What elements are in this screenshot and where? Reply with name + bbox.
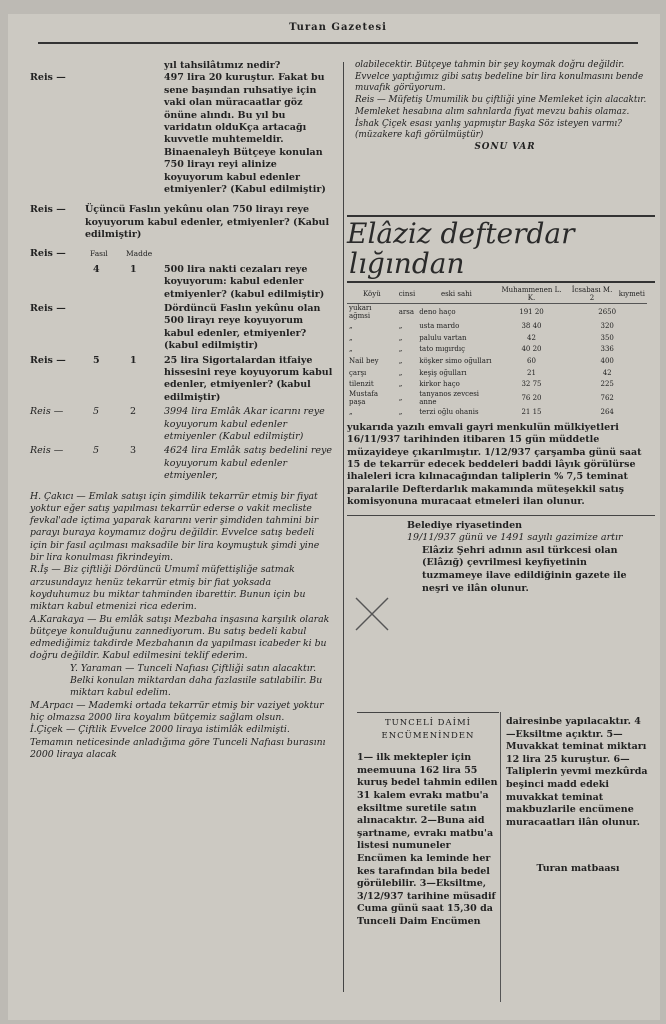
table-cell: 320 [600, 321, 614, 330]
press-name: Turan matbaası [536, 863, 620, 875]
fasil-number: 4 [93, 263, 100, 275]
table-cell: 32 75 [521, 380, 542, 389]
speaker: Reis — [30, 72, 66, 84]
belediye-notice [347, 515, 655, 596]
table-cell: „ [349, 321, 353, 330]
fasil-row [30, 355, 340, 405]
column-header: Muhammenen L. K. [496, 285, 568, 304]
table-cell: 762 [600, 394, 614, 403]
speaker: Reis — [30, 247, 66, 259]
table-cell: yukarı ağmsi [349, 304, 372, 320]
tunceli-title: TUNCELİ DAİMİ ENCÜMENİNDEN [381, 718, 475, 741]
fasil-row [30, 445, 340, 482]
table-cell: 38 40 [521, 321, 542, 330]
fasil-row [30, 264, 340, 301]
minutes-entry [30, 204, 340, 241]
table-row [347, 390, 647, 406]
tunceli-notice-cont [506, 716, 650, 876]
property-table [347, 285, 647, 418]
table-row [347, 320, 647, 332]
table-cell: 42 [602, 368, 612, 377]
speaker: Reis — [30, 354, 66, 366]
table-cell: „ [398, 368, 403, 377]
table-cell: 21 15 [521, 407, 542, 416]
speaker: İ.Çiçek — [30, 724, 76, 736]
discussion-entry [30, 491, 330, 565]
cross-mark-icon [352, 594, 392, 634]
speaker: M.Arpacı — [30, 699, 86, 711]
entry-text: Bu emlâk satışı Mezbaha inşasına karşılık olarak bütçeye konulduğunu zannediyorum. Bu satış bedeli kabul edmediğimiz takdirde Mezbahanın da yapılması icabeder ki bu doğru değildir. Kabul edilmesini teklif ederim. [30, 613, 330, 662]
entry-text: Emlak satışı için şimdilik tekarrür etmiş bir fiyat yoktur eğer satış yapılması tekarrür ederse o vakit mecliste fevkal'ade içtima yaparak kararını verir şimdiden tahmini bir parayı buraya koymamız doğru değildir. Evvelce satış bedeli için bir fasıl açılması maksadile bir lira koymuştuk şimdi yine bir lira konulması fikrindeyim. [30, 490, 320, 564]
madde-label: Madde [126, 248, 153, 258]
table-cell: „ [398, 380, 403, 389]
table-cell: 76 20 [521, 394, 542, 403]
table-row [347, 378, 647, 390]
title-line: Elâziz defterdar [347, 217, 575, 250]
table-cell: 400 [600, 356, 614, 365]
speaker: Reis — [30, 204, 66, 216]
table-cell: 60 [527, 356, 536, 365]
fasil-label: Fasıl [90, 248, 108, 258]
tunceli-text: 1— ilk mektepler için meemuuna 162 lira 55 kuruş bedel tahmin edilen 31 kalem evrakı matbu'a eksiltme suretile satın alınacaktır. 2—Buna aid şartname, evrakı matbu'a listesi numuneler Encümen ka leminde her kes tarafından bila bedel görülebilir. 3—Eksiltme, 3/12/937 tarihine müsadif Cuma günü saat 15,30 da Tunceli Daim Encümen [357, 752, 498, 927]
right-column-top [347, 60, 655, 154]
table-cell: 21 [527, 368, 536, 377]
minutes-entry [30, 72, 340, 196]
table-cell: tanyanos zevcesi anne [419, 390, 480, 407]
fasil-header [30, 248, 340, 262]
table-cell: tilenzit [349, 380, 374, 389]
notice-body: yukarıda yazılı emvali gayri menkulün mülkiyetleri 16/11/937 tarihinden itibaren 15 gün müddetle müzayideye çıkarılmıştır. 1/12/937 çarşamba günü saat 15 de tekarrür edecek beddeleri baddi lâyık görülürse ihaleleri icra kılınacağından taliplerin % 7,5 teminat paralarile Defterdarlık makamında müteşekkil satış komisyonuna muracaat etmeleri ilan olunur. [347, 421, 642, 508]
fasil-number: 5 [93, 354, 100, 366]
table-cell: 350 [600, 333, 614, 342]
table-row [347, 367, 647, 379]
discussion-entry [30, 724, 330, 761]
table-cell: 42 [527, 333, 536, 342]
entry-text: 3994 lira Emlâk Akar icarını reye koyuyorum kabul edenler etmiyenler (Kabul edilmiştir) [164, 406, 325, 442]
table-cell: 2650 [598, 308, 617, 316]
defterdarlik-notice [347, 213, 655, 595]
entry-text: Biz çiftliği Dördüncü Umumî müfettişliğe satmak arzusundayız henüz tekarrür etmiş bir fiat yoksada koyduhumuz bu miktar tahminden ibarettir. Bunun için bu miktarı kabul etmenizi rica ederim. [30, 564, 306, 613]
table-cell: tato mıgırdıç [419, 345, 466, 354]
tunceli-notice [357, 712, 499, 929]
speaker: Reis — [30, 445, 64, 457]
table-cell: çarşı [349, 368, 367, 377]
table-cell: Mustafa paşa [349, 390, 379, 407]
table-cell: 191 20 [519, 308, 544, 316]
divider [347, 281, 655, 283]
table-cell: 40 20 [521, 345, 542, 354]
minutes-entry [30, 60, 340, 72]
table-cell: „ [398, 345, 403, 354]
title-line: lığından [349, 247, 465, 280]
column-header: eski sahi [417, 285, 495, 304]
table-cell: kirkor haço [419, 380, 460, 389]
table-row [347, 343, 647, 355]
table-cell: 225 [600, 380, 614, 389]
entry-text: 500 lira nakti cezaları reye koyuyorum: kabul edenler etmiyenler? (kabul edilmiştir) [164, 263, 325, 300]
speaker: R.İş — [30, 564, 61, 576]
belediye-subtitle: 19/11/937 günü ve 1491 sayılı gazimize artır [407, 532, 623, 544]
table-cell: terzi oğlu ohanis [419, 407, 479, 416]
belediye-text: Elâziz Şehri adının asıl türkcesi olan (Elâzığ) çevrilmesi keyfiyetinin tuzmameye ilave edildiğinin gazete ile neşri ve ilân olunur. [422, 544, 627, 594]
table-cell: „ [398, 321, 403, 330]
entry-text: 25 lira Sigortalardan itfaiye hissesini reye koyuyorum kabul edenler, etmiyenler? (kabul edilmiştir) [164, 354, 333, 403]
table-cell: „ [349, 345, 353, 354]
table-row [347, 332, 647, 344]
fasil-row [30, 406, 340, 443]
left-column [30, 60, 340, 761]
entry-text: Mademki ortada tekarrür etmiş bir vaziyet yoktur hiç olmazsa 2000 lira koyalım bütçemiz sağlam olsun. [30, 699, 324, 723]
column-header: cinsi [397, 285, 418, 304]
table-cell: palulu vartan [419, 333, 467, 342]
column-header: İcsabası M. 2 [567, 285, 616, 304]
table-cell: arsa [398, 308, 414, 316]
madde-number: 1 [130, 354, 137, 366]
discussion-entry [30, 700, 330, 725]
column-header: kıymeti [617, 285, 647, 304]
table-row [347, 406, 647, 418]
table-cell: usta mardo [419, 321, 460, 330]
column-divider [500, 712, 501, 1002]
entry-text: yıl tahsilâtımız nedir? [164, 60, 281, 71]
madde-number: 3 [130, 445, 137, 457]
column-divider [343, 62, 344, 992]
discussion-block [30, 491, 330, 762]
table-cell: „ [398, 394, 403, 403]
discussion-entry [30, 663, 330, 700]
table-cell: deno haço [419, 308, 456, 316]
fasil-number: 5 [93, 406, 100, 418]
table-cell: 264 [600, 407, 614, 416]
belediye-title: Belediye riyasetinden [407, 519, 523, 531]
table-cell: „ [349, 333, 353, 342]
table-cell: keşiş oğulları [419, 368, 467, 377]
to-be-continued: SONU VAR [474, 141, 536, 152]
discussion-entry [30, 564, 330, 613]
madde-number: 2 [130, 406, 137, 418]
discussion-entry [30, 614, 330, 663]
entry-text: Dördüncü Faslın yekûnu olan 500 lirayı reye koyuyorum kabul edenler, etmiyenler? (kabul edilmiştir) [164, 302, 321, 352]
notice-title [347, 219, 655, 279]
newspaper-title: Turan Gazetesi [289, 22, 387, 33]
table-cell: köşker simo oğulları [419, 356, 492, 365]
continued-minutes [347, 60, 655, 154]
fasil-row [30, 303, 340, 353]
table-cell: „ [398, 407, 403, 416]
speaker: H. Çakıcı — [30, 490, 86, 502]
entry-text: Üçüncü Faslın yekûnu olan 750 lirayı reye koyuyorum kabul edenler, etmiyenler? (Kabul edilmiştir) [85, 204, 330, 241]
column-header: Köyü [347, 285, 397, 304]
table-cell: „ [398, 356, 403, 365]
entry-text: 497 lira 20 kuruştur. Fakat bu sene başından ruhsatiye için vaki olan müracaatlar göz önüne alındı. Bu yıl bu varidatın olduKça artacağı kuvvetle muhtemeldir. Binaenaleyh Bütçeye konulan 750 lirayı reyi alinize koyuyorum kabul edenler etmiyenler? (Kabul edilmiştir) [164, 72, 326, 196]
entry-text: Çiftlik Evvelce 2000 liraya istimlâk edilmişti. Temamın neticesinde anladığıma göre Tunceli Nafıası burasını 2000 liraya alacak [30, 724, 326, 760]
page-header [38, 22, 638, 44]
tunceli-text: dairesinbe yapılacaktır. 4—Eksiltme açıktır. 5—Muvakkat teminat miktarı 12 lira 25 kuruştur. 6— Taliplerin yevmi mezkûrda beşinci madd edeki muvakkat teminat makbuzlarile encümene muracaatları ilân olunur. [506, 716, 648, 828]
speaker: Reis — [30, 302, 66, 314]
table-cell: 336 [600, 345, 614, 354]
table-cell: Nail bey [349, 356, 379, 365]
table-row [347, 304, 647, 321]
table-cell: „ [349, 407, 353, 416]
minutes-text: olabilecektir. Bütçeye tahmin bir şey koymak doğru değildir. Evvelce yaptığımız gibi satış bedeline bir lira konulmasını bende muvafık görüyorum. [355, 60, 644, 94]
table-row [347, 355, 647, 367]
entry-text: 4624 lira Emlâk satış bedelini reye koyuyorum kabul edenler etmiyenler, [164, 445, 333, 482]
entry-text: Y. Yaraman — Tunceli Nafıası Çiftliği satın alacaktır. Belki konulan miktardan daha fazlasıile satılabilir. Bu miktarı kabul edelim. [70, 662, 323, 699]
speaker: Reis — [30, 406, 64, 418]
minutes-text: Reis — Müfetiş Umumilik bu çiftliği yine Memleket için alacaktır. Memleket hesabına alım sahnlarda fiyat mevzu bahis olamaz. İshak Çiçek esası yanlış yapmıştır Başka Söz isteyen varmı? (müzakere kafi görülmüştür) [355, 95, 647, 141]
table-header-row [347, 285, 647, 304]
speaker: A.Karakaya — [30, 613, 97, 625]
table-cell: „ [398, 333, 403, 342]
madde-number: 1 [130, 263, 137, 275]
fasil-number: 5 [93, 445, 100, 457]
